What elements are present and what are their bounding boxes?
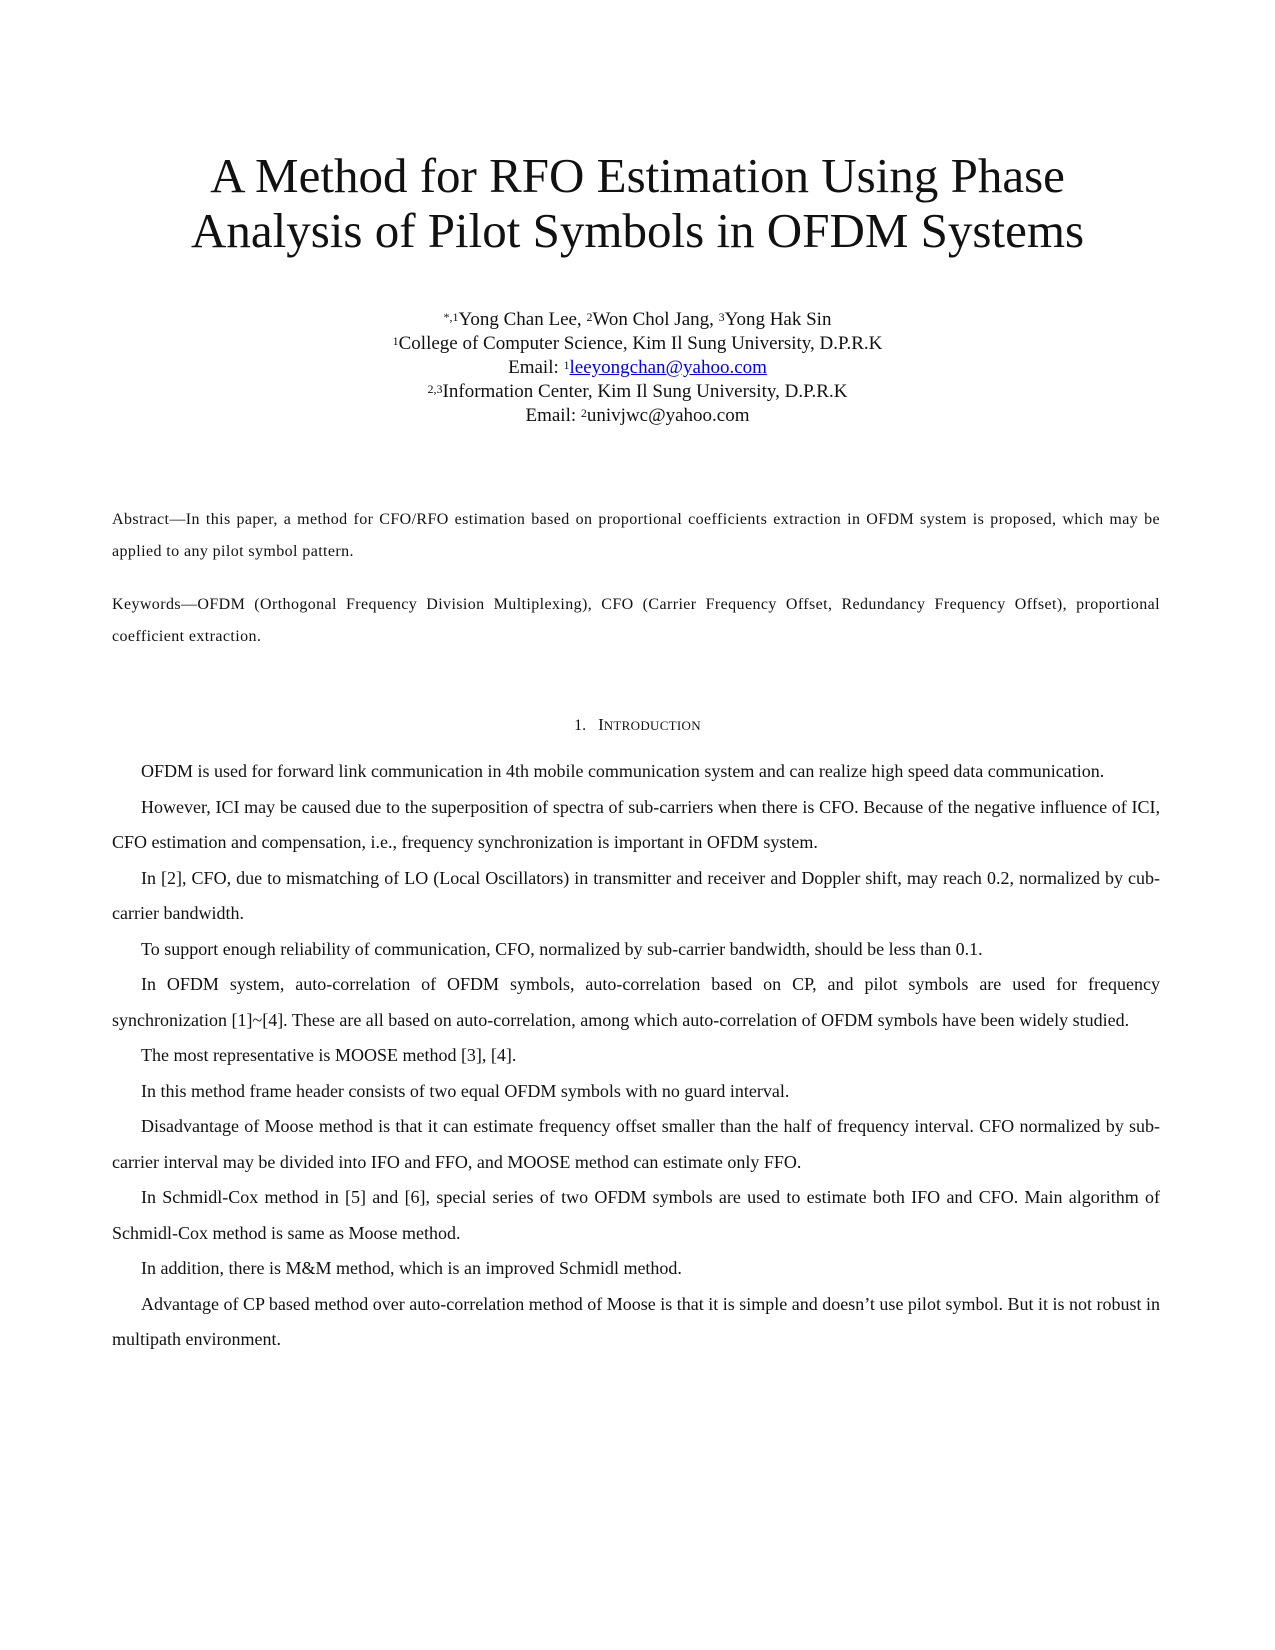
paragraph: In this method frame header consists of two equal OFDM symbols with no guard interval. [141,1080,790,1101]
paragraph: To support enough reliability of communication, CFO, normalized by sub-carrier bandwidth, should be less than 0.1. [141,938,983,959]
paragraph: OFDM is used for forward link communication in 4th mobile communication system and can realize high speed data communication. [141,761,1105,781]
paragraph: In addition, there is M&M method, which is an improved Schmidl method. [141,1258,682,1278]
affiliation-1-text: College of Computer Science, Kim Il Sung University, D.P.R.K [398,333,883,354]
email-1-label: Email: [508,357,564,378]
email-2-marker: 2 [580,406,587,420]
affiliation-1-marker: 1 [392,334,399,348]
affiliation-2-text: Information Center, Kim Il Sung University, D.P.R.K [442,381,848,402]
email-2-address: univjwc@yahoo.com [586,405,750,426]
paragraph: However, ICI may be caused due to the superposition of spectra of sub-carriers when there is CFO. Because of the negative influence of ICI, CFO estimation and compensation, i.e., frequency synchronization is important in OFDM system. [112,796,1160,852]
author-2-marker: 2 [586,310,593,324]
introduction-body [112,754,1160,1358]
paragraph: Disadvantage of Moose method is that it can estimate frequency offset smaller than the half of frequency interval. CFO normalized by sub-carrier interval may be divided into IFO and FFO, and MOOSE method can estimate only FFO. [112,1116,1160,1172]
email-1-marker: 1 [563,358,570,372]
paragraph: In [2], CFO, due to mismatching of LO (Local Oscillators) in transmitter and receiver and Doppler shift, may reach 0.2, normalized by cub-carrier bandwidth. [112,867,1160,923]
author-block [100,308,1175,428]
section-title-rest: NTRODUCTION [603,718,701,733]
abstract: Abstract—In this paper, a method for CFO/RFO estimation based on proportional coefficients extraction in OFDM system is proposed, which may be applied to any pilot symbol pattern. [112,511,1160,560]
paragraph: In OFDM system, auto-correlation of OFDM symbols, auto-correlation based on CP, and pilot symbols are used for frequency synchronization [1]~[4]. These are all based on auto-correlation, among which auto-correlation of OFDM symbols have been widely studied. [112,974,1160,1030]
author-1-marker: *,1 [443,310,459,324]
paragraph: Advantage of CP based method over auto-correlation method of Moose is that it is simple and doesn’t use pilot symbol. But it is not robust in multipath environment. [112,1293,1160,1349]
author-3-name: Yong Hak Sin [724,309,832,330]
paragraph: The most representative is MOOSE method [3], [4]. [141,1045,517,1065]
email-1 [100,356,1175,380]
author-2-name: Won Chol Jang, [592,309,719,330]
title-line-2: Analysis of Pilot Symbols in OFDM Systems [190,203,1085,258]
paragraph: In Schmidl-Cox method in [5] and [6], special series of two OFDM symbols are used to estimate both IFO and CFO. Main algorithm of Schmidl-Cox method is same as Moose method. [112,1187,1160,1243]
affiliation-2 [100,380,1175,404]
paper-title [100,148,1175,258]
email-1-link[interactable]: leeyongchan@yahoo.com [569,357,767,378]
section-number: 1. [574,717,587,734]
email-2 [100,404,1175,428]
section-heading-introduction [100,714,1175,737]
affiliation-2-marker: 2,3 [427,382,443,396]
section-title-initial: I [598,715,604,734]
author-names [100,308,1175,332]
keywords: Keywords—OFDM (Orthogonal Frequency Division Multiplexing), CFO (Carrier Frequency Offset, Redundancy Frequency Offset), proportional coefficient extraction. [112,596,1160,645]
title-line-1: A Method for RFO Estimation Using Phase [210,148,1065,203]
author-1-name: Yong Chan Lee, [458,309,587,330]
email-2-label: Email: [525,405,581,426]
author-3-marker: 3 [718,310,725,324]
affiliation-1 [100,332,1175,356]
